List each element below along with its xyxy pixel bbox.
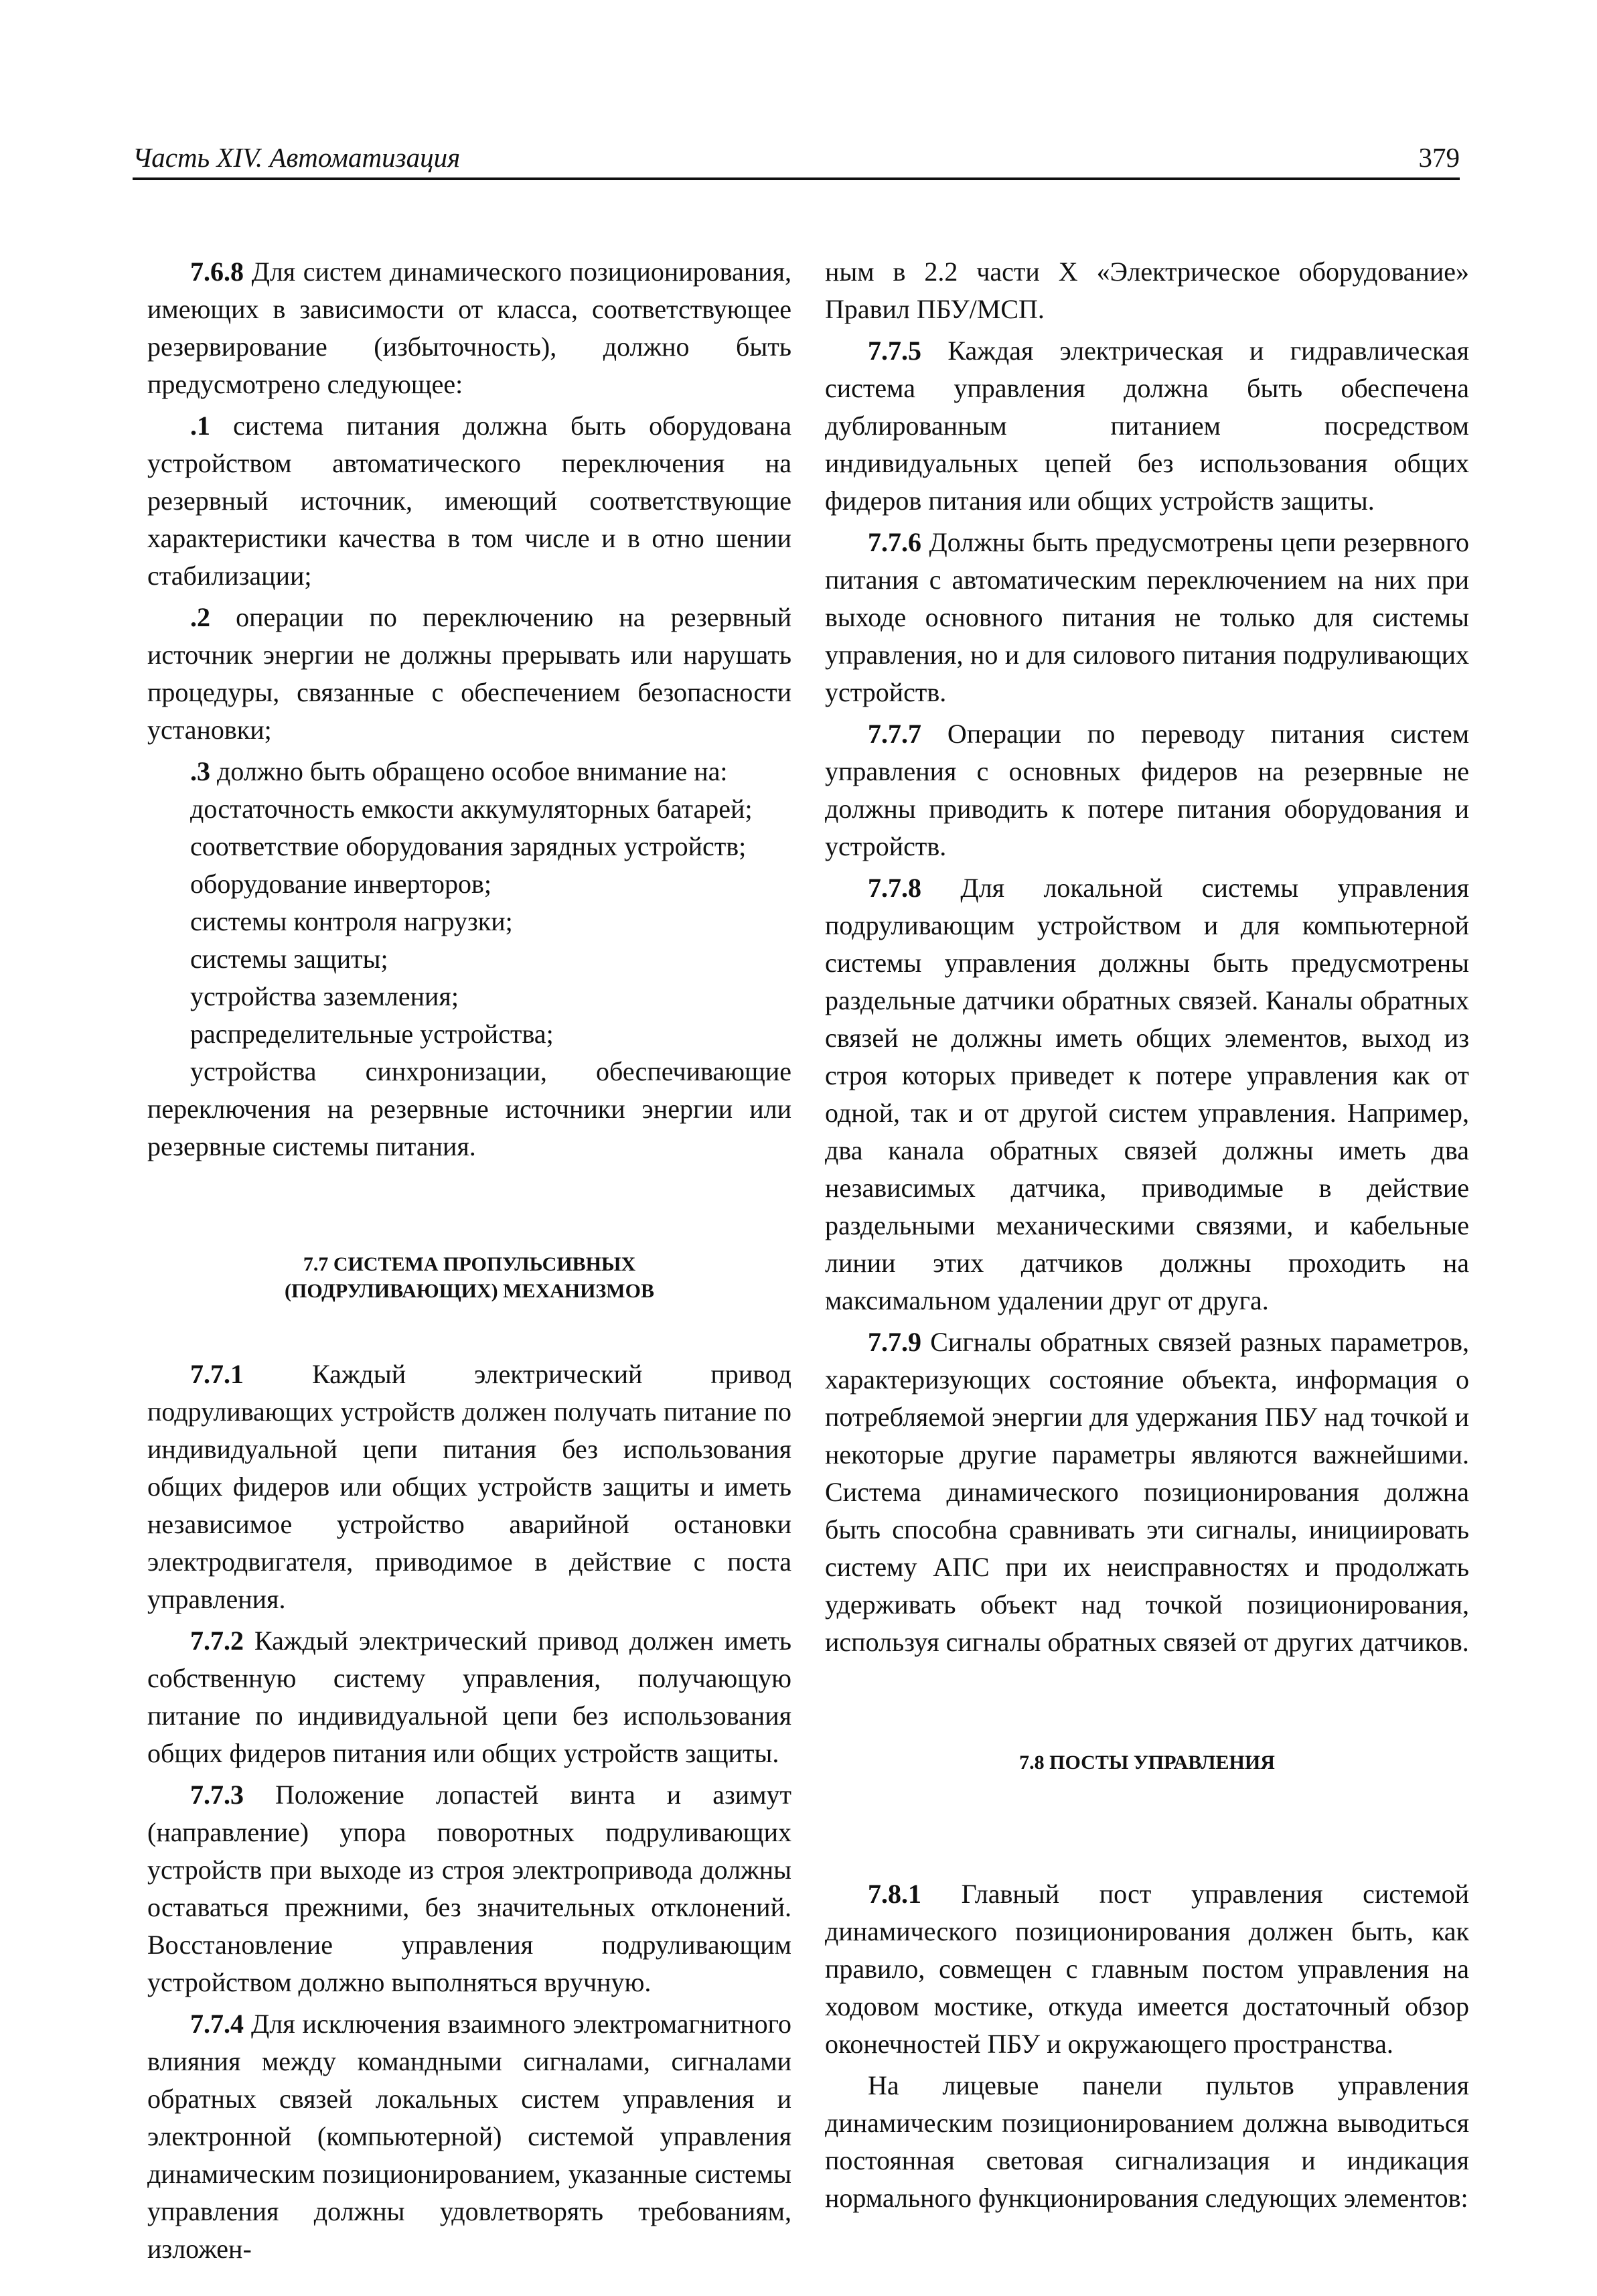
section-heading-7-7 xyxy=(147,1251,791,1305)
paragraph-continuation: ным в 2.2 части X «Электрическое оборудование» Правил ПБУ/МСП. xyxy=(825,257,1469,324)
paragraph-7-6-8 xyxy=(147,253,791,403)
item-number: .2 xyxy=(190,602,210,632)
item-number: .3 xyxy=(190,756,210,786)
clause-text: Для исключения взаимного электромагнитного влияния между командными сигналами, сигналами обратных связей локальных систем управления и электронной (компьютерной) системой управления динамическим позиционированием, указанные системы управления должны удовлетворять требованиям, изложен- xyxy=(147,2009,791,2264)
sublist-item: достаточность емкости аккумуляторных батарей; xyxy=(190,794,753,824)
clause-number: 7.7.2 xyxy=(190,1626,244,1656)
paragraph-7-8-1 xyxy=(825,1875,1469,2063)
clause-number: 7.7.4 xyxy=(190,2009,244,2039)
paragraph-7-7-4 xyxy=(147,2005,791,2268)
running-header-title: Часть XIV. Автоматизация xyxy=(133,142,461,173)
clause-text: Для локальной системы управления подруливающим устройством и для компьютерной системы управления должны быть предусмотрены раздельные датчики обратных связей. Каналы обратных связей не должны иметь общих элементов, выход из строя которых приведет к потере управления как от одной, так и от другой систем управления. Например, два канала обратных связей должны иметь два независимых датчика, приводимые в действие раздельными механическими связями, и кабельные линии этих датчиков должны проходить на максимальном удалении друг от друга. xyxy=(825,873,1469,1315)
clause-text: Операции по переводу питания систем управления с основных фидеров на резервные не должны приводить к потере питания оборудования и устройств. xyxy=(825,719,1469,861)
sublist-item: устройства заземления; xyxy=(190,981,459,1011)
clause-number: 7.7.5 xyxy=(868,336,921,366)
list-item-1 xyxy=(147,407,791,595)
sublist-item: устройства синхронизации, обеспечивающие переключения на резервные источники энергии или резервные системы питания. xyxy=(147,1056,791,1161)
running-header xyxy=(133,137,1460,180)
clause-text: Должны быть предусмотрены цепи резервного питания с автоматическим переключением на них при выходе основного питания не только для системы управления, но и для силового питания подруливающих устройств. xyxy=(825,527,1469,707)
clause-number: 7.7.7 xyxy=(868,719,921,749)
section-heading-line: 7.8 ПОСТЫ УПРАВЛЕНИЯ xyxy=(1019,1751,1275,1774)
clause-text: Каждый электрический привод должен иметь собственную систему управления, получающую питание по индивидуальной цепи без использования общих фидеров питания или общих устройств защиты. xyxy=(147,1626,791,1768)
paragraph-7-7-9 xyxy=(825,1323,1469,1661)
clause-text: Главный пост управления системой динамического позиционирования должен быть, как правило, совмещен с главным постом управления на ходовом мостике, откуда имеется достаточный обзор оконечностей ПБУ и окружающего пространства. xyxy=(825,1879,1469,2059)
clause-number: 7.7.1 xyxy=(190,1359,244,1389)
clause-text: Для систем динамического позиционирования, имеющих в зависимости от класса, соответствующее резервирование (избыточность), должно быть предусмотрено следующее: xyxy=(147,257,791,399)
section-heading-7-8 xyxy=(825,1749,1469,1776)
sublist-item: системы защиты; xyxy=(190,944,388,974)
clause-text: Сигналы обратных связей разных параметров, характеризующих состояние объекта, информация о потребляемой энергии для удержания ПБУ над точкой и некоторые другие параметры являются важнейшими. Система динамического позиционирования должна быть способна сравнивать эти сигналы, инициировать систему АПС при их неисправностях и продолжать удерживать объект над точкой позиционирования, используя сигналы обратных связей от других датчиков. xyxy=(825,1327,1469,1657)
item-text: система питания должна быть оборудована устройством автоматического переключения на резервный источник, имеющий соответствующие характеристики качества в том числе и в отно шении стабилизации; xyxy=(147,411,791,591)
sublist-item: распределительные устройства; xyxy=(190,1019,554,1049)
sublist-item: оборудование инверторов; xyxy=(190,869,491,899)
paragraph-7-7-8 xyxy=(825,869,1469,1319)
clause-text: Каждый электрический привод подруливающих устройств должен получать питание по индивидуальной цепи питания без использования общих фидеров или общих устройств защиты и иметь независимое устройство аварийной остановки электродвигателя, приводимое в действие с поста управления. xyxy=(147,1359,791,1614)
paragraph-7-7-2 xyxy=(147,1622,791,1772)
paragraph-7-7-1 xyxy=(147,1356,791,1618)
clause-text: Каждая электрическая и гидравлическая система управления должна быть обеспечена дублированным питанием посредством индивидуальных цепей без использования общих фидеров питания или общих устройств защиты. xyxy=(825,336,1469,516)
section-heading-line: (ПОДРУЛИВАЮЩИХ) МЕХАНИЗМОВ xyxy=(285,1280,654,1302)
paragraph-7-7-5 xyxy=(825,332,1469,520)
paragraph-7-7-6 xyxy=(825,524,1469,711)
item-text: должно быть обращено особое внимание на: xyxy=(210,756,728,786)
item-text: операции по переключению на резервный источник энергии не должны прерывать или нарушать процедуры, связанные с обеспечением безопасности установки; xyxy=(147,602,791,745)
clause-number: 7.7.6 xyxy=(868,527,921,557)
clause-number: 7.6.8 xyxy=(190,257,244,287)
clause-text: Положение лопастей винта и азимут (направление) упора поворотных подруливающих устройств при выходе из строя электропривода должны оставаться прежними, без значительных отклонений. Восстановление управления подруливающим устройством должно выполняться вручную. xyxy=(147,1780,791,1997)
clause-number: 7.7.3 xyxy=(190,1780,244,1810)
right-column xyxy=(825,253,1469,2221)
clause-number: 7.8.1 xyxy=(868,1879,921,1909)
page-number: 379 xyxy=(1418,142,1460,173)
sublist-item: системы контроля нагрузки; xyxy=(190,906,513,936)
section-heading-line: 7.7 СИСТЕМА ПРОПУЛЬСИВНЫХ xyxy=(303,1253,636,1275)
left-column xyxy=(147,253,791,2272)
clause-number: 7.7.9 xyxy=(868,1327,921,1357)
item-number: .1 xyxy=(190,411,210,441)
list-item-3 xyxy=(147,753,791,790)
list-item-2 xyxy=(147,599,791,749)
paragraph-7-7-3 xyxy=(147,1776,791,2001)
paragraph-final: На лицевые панели пультов управления динамическим позиционированием должна выводиться постоянная световая сигнализация и индикация нормального функционирования следующих элементов: xyxy=(825,2070,1469,2213)
clause-number: 7.7.8 xyxy=(868,873,921,903)
paragraph-7-7-7 xyxy=(825,715,1469,865)
sublist-item: соответствие оборудования зарядных устройств; xyxy=(190,831,747,861)
